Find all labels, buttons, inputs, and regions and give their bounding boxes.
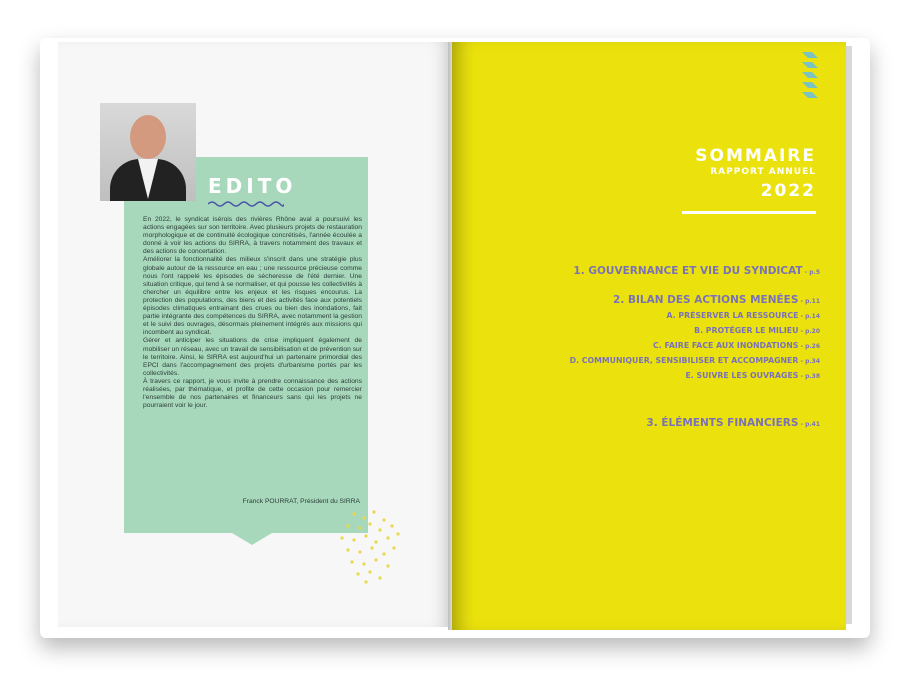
wave-icon — [208, 200, 284, 208]
edito-paragraph: Gérer et anticiper les situations de crise impliquent également de mobiliser un réseau, avec un travail de sensibilisation et de prévention sur le territoire. Ainsi, le SIRRA est aujourd'hui un partenaire primordial des EPCI dans l'accompagnement des projets d'urbanisme portés par les collectivités. — [143, 337, 362, 377]
toc-label: 1. GOUVERNANCE ET VIE DU SYNDICAT — [573, 265, 803, 277]
toc-item-governance[interactable] — [470, 265, 820, 277]
photo-head — [130, 115, 166, 159]
edito-paragraph: À travers ce rapport, je vous invite à prendre connaissance des actions réalisées, par thématique, et profite de cette occasion pour remercier l'ensemble de nos partenaires et financeurs sans qui les projets ne pourraient voir le jour. — [143, 377, 362, 410]
dots-decoration — [330, 508, 410, 588]
toc-item-communication[interactable] — [470, 356, 820, 365]
toc-label: C. FAIRE FACE AUX INONDATIONS — [653, 341, 799, 350]
toc-label: E. SUIVRE LES OUVRAGES — [685, 371, 799, 380]
summary-divider — [682, 211, 816, 214]
toc-page: - p.38 — [798, 373, 820, 380]
toc-label: 2. BILAN DES ACTIONS MENÉES — [613, 294, 799, 306]
toc-item-finance[interactable] — [470, 417, 820, 429]
toc-item-resource[interactable] — [470, 311, 820, 320]
toc-item-floods[interactable] — [470, 341, 820, 350]
toc-item-environment[interactable] — [470, 326, 820, 335]
toc-page: - p.11 — [798, 298, 820, 305]
summary-subtitle: RAPPORT ANNUEL — [710, 167, 816, 177]
edito-signature: Franck POURRAT, Président du SIRRA — [242, 498, 360, 505]
page-edge — [846, 46, 852, 624]
toc-page: - p.20 — [798, 328, 820, 335]
summary-year: 2022 — [760, 181, 816, 201]
toc-page: - p.26 — [798, 343, 820, 350]
toc-label: 3. ÉLÉMENTS FINANCIERS — [646, 417, 799, 429]
toc-label: A. PRÉSERVER LA RESSOURCE — [666, 311, 799, 320]
president-photo — [100, 103, 196, 201]
stripes-decoration — [800, 52, 820, 102]
edito-text — [143, 216, 362, 410]
edito-paragraph: Améliorer la fonctionnalité des milieux s'inscrit dans une stratégie plus globale autour de la ressource en eau ; une ressource précieuse comme nous l'ont rappelé les épisodes de sécheresse de l'été dernier. Une situation critique, qui tend à se normaliser, et qui pousse les collectivités à chercher un équilibre entre les enjeux et les risques encourus. La protection des populations, des biens et des activités face aux potentiels épisodes climatiques entrainant des crues ou bien des inondations, fait partie intégrante des compétences du SIRRA, avec notamment la gestion et le suivi des ouvrages, désormais pleinement intégrés aux missions qui incombent au syndicat. — [143, 256, 362, 337]
toc-page: - p.41 — [798, 421, 820, 428]
toc-label: B. PROTÉGER LE MILIEU — [694, 326, 799, 335]
edito-paragraph: En 2022, le syndicat isérois des rivières Rhône aval a poursuivi les actions engagées sur son territoire. Avec plusieurs projets de restauration morphologique et de continuité écologique concrétisés, l'année écoulée a donné à voir les actions du SIRRA, à travers notamment des travaux et des actions de concertation. — [143, 216, 362, 256]
toc-page: - p.14 — [798, 313, 820, 320]
toc-page: - p.5 — [802, 269, 820, 276]
toc-label: D. COMMUNIQUER, SENSIBILISER ET ACCOMPAGNER — [569, 356, 799, 365]
right-page — [452, 42, 846, 630]
toc-item-actions[interactable] — [470, 294, 820, 306]
edito-title: EDITO — [208, 174, 297, 198]
summary-title: SOMMAIRE — [695, 146, 816, 166]
toc-page: - p.34 — [798, 358, 820, 365]
toc-item-works[interactable] — [470, 371, 820, 380]
